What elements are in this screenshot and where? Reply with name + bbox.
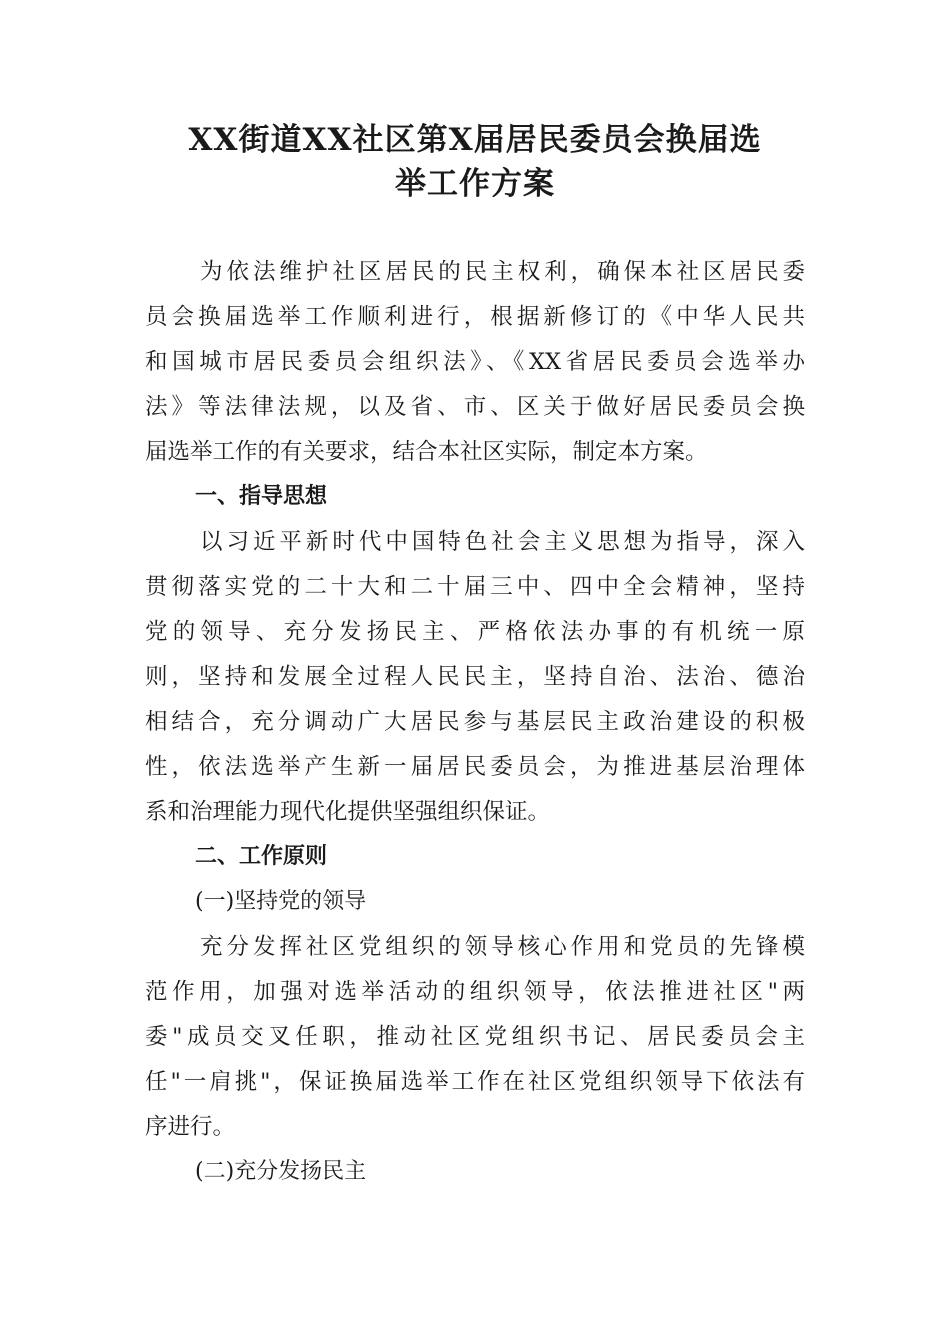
paragraph-line: 相结合，充分调动广大居民参与基层民主政治建设的积极: [145, 709, 805, 735]
subsection-heading-party-leadership: (一)坚持党的领导: [195, 889, 367, 914]
paragraph-line: 为依法维护社区居民的民主权利，确保本社区居民委: [200, 259, 805, 285]
subsection-heading-democracy: (二)充分发扬民主: [195, 1159, 367, 1184]
paragraph-line: 任"一肩挑"，保证换届选举工作在社区党组织领导下依法有: [145, 1069, 805, 1095]
paragraph-line: 和国城市居民委员会组织法》、《XX省居民委员会选举办: [145, 349, 805, 375]
paragraph-line: 系和治理能力现代化提供坚强组织保证。: [145, 799, 551, 825]
paragraph-line: 党的领导、充分发扬民主、严格依法办事的有机统一原: [145, 619, 805, 645]
paragraph-line: 法》等法律法规，以及省、市、区关于做好居民委员会换: [145, 394, 805, 420]
paragraph-line: 以习近平新时代中国特色社会主义思想为指导，深入: [200, 529, 805, 555]
paragraph-line: 序进行。: [145, 1114, 236, 1140]
section-heading-guiding-ideology: 一、指导思想: [195, 484, 328, 509]
paragraph-line: 充分发挥社区党组织的领导核心作用和党员的先锋模: [200, 934, 805, 960]
paragraph-line: 员会换届选举工作顺利进行，根据新修订的《中华人民共: [145, 304, 805, 330]
document-title-line-2: 举工作方案: [395, 166, 555, 202]
section-heading-work-principles: 二、工作原则: [195, 844, 328, 869]
paragraph-line: 委"成员交叉任职，推动社区党组织书记、居民委员会主: [145, 1024, 805, 1050]
paragraph-line: 范作用，加强对选举活动的组织领导，依法推进社区"两: [145, 979, 805, 1005]
paragraph-line: 贯彻落实党的二十大和二十届三中、四中全会精神，坚持: [145, 574, 805, 600]
document-title-line-1: XX街道XX社区第X届居民委员会换届选: [188, 122, 762, 158]
paragraph-line: 性，依法选举产生新一届居民委员会，为推进基层治理体: [145, 754, 805, 780]
paragraph-line: 则，坚持和发展全过程人民民主，坚持自治、法治、德治: [145, 664, 805, 690]
paragraph-line: 届选举工作的有关要求，结合本社区实际，制定本方案。: [145, 439, 708, 465]
